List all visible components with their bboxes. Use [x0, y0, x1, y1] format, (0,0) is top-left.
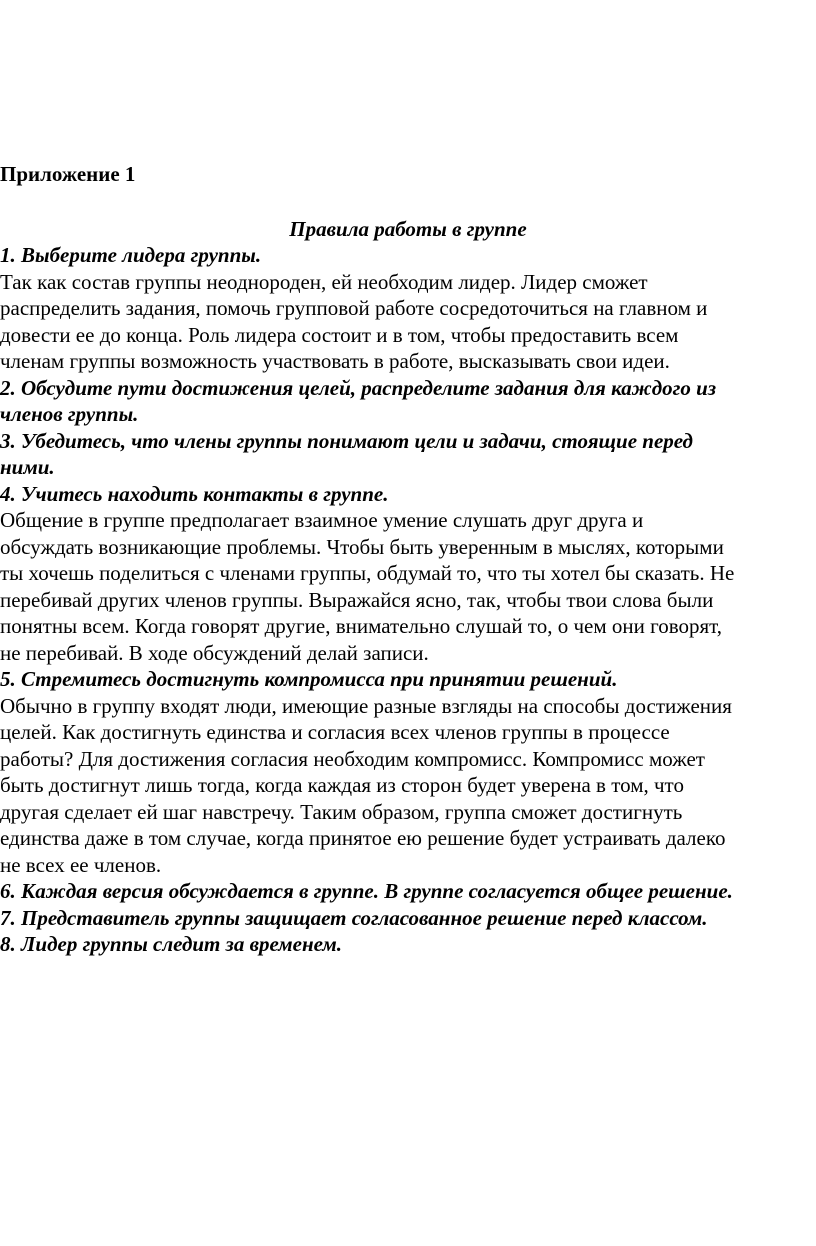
paragraph-line: единства даже в том случае, когда принятое ею решение будет устраивать далеко [0, 826, 726, 850]
rule-heading-3: 3. Убедитесь, что члены группы понимают цели и задачи, стоящие перед [0, 428, 693, 453]
paragraph-line: другая сделает ей шаг навстречу. Таким образом, группа сможет достигнуть [0, 799, 683, 824]
paragraph-line: Общение в группе предполагает взаимное умение слушать друг друга и [0, 508, 644, 532]
rule-heading-4: 4. Учитесь находить контакты в группе. [0, 481, 389, 506]
paragraph-line: работы? Для достижения согласия необходим компромисс. Компромисс может [0, 746, 705, 771]
document-title: Правила работы в группе [289, 217, 527, 241]
appendix-label: Приложение 1 [0, 162, 136, 186]
paragraph-line: довести ее до конца. Роль лидера состоит и в том, чтобы предоставить всем [0, 322, 679, 347]
paragraph-line: перебивай других членов группы. Выражайся ясно, так, чтобы твои слова были [0, 587, 714, 612]
rule-heading-3-cont: ними. [0, 455, 55, 479]
paragraph-line: понятны всем. Когда говорят другие, внимательно слушай то, о чем они говорят, [0, 614, 723, 638]
paragraph-line: Обычно в группу входят люди, имеющие разные взгляды на способы достижения [0, 693, 732, 718]
paragraph-line: ты хочешь поделиться с членами группы, обдумай то, что ты хотел бы сказать. Не [0, 561, 735, 585]
rule-heading-5: 5. Стремитесь достигнуть компромисса при принятии решений. [0, 667, 618, 691]
paragraph-line: членам группы возможность участвовать в работе, высказывать свои идеи. [0, 349, 670, 373]
rule-heading-2: 2. Обсудите пути достижения целей, распределите задания для каждого из [0, 375, 717, 400]
rule-heading-2-cont: членов группы. [0, 402, 139, 426]
paragraph-line: не перебивай. В ходе обсуждений делай записи. [0, 640, 429, 665]
paragraph-line: обсуждать возникающие проблемы. Чтобы быть уверенным в мыслях, которыми [0, 534, 724, 559]
paragraph-line: быть достигнут лишь тогда, когда каждая из сторон будет уверена в том, что [0, 773, 684, 797]
rule-heading-8: 8. Лидер группы следит за временем. [0, 932, 343, 956]
document-body [0, 242, 816, 958]
paragraph-line: целей. Как достигнуть единства и согласия всех членов группы в процессе [0, 720, 670, 744]
rule-heading-1: 1. Выберите лидера группы. [0, 243, 262, 267]
rule-heading-7: 7. Представитель группы защищает согласованное решение перед классом. [0, 905, 708, 930]
rule-heading-6: 6. Каждая версия обсуждается в группе. В группе согласуется общее решение. [0, 879, 733, 903]
paragraph-line: не всех ее членов. [0, 852, 162, 877]
paragraph-line: распределить задания, помочь групповой работе сосредоточиться на главном и [0, 296, 708, 320]
paragraph-line: Так как состав группы неоднороден, ей необходим лидер. Лидер сможет [0, 269, 648, 294]
